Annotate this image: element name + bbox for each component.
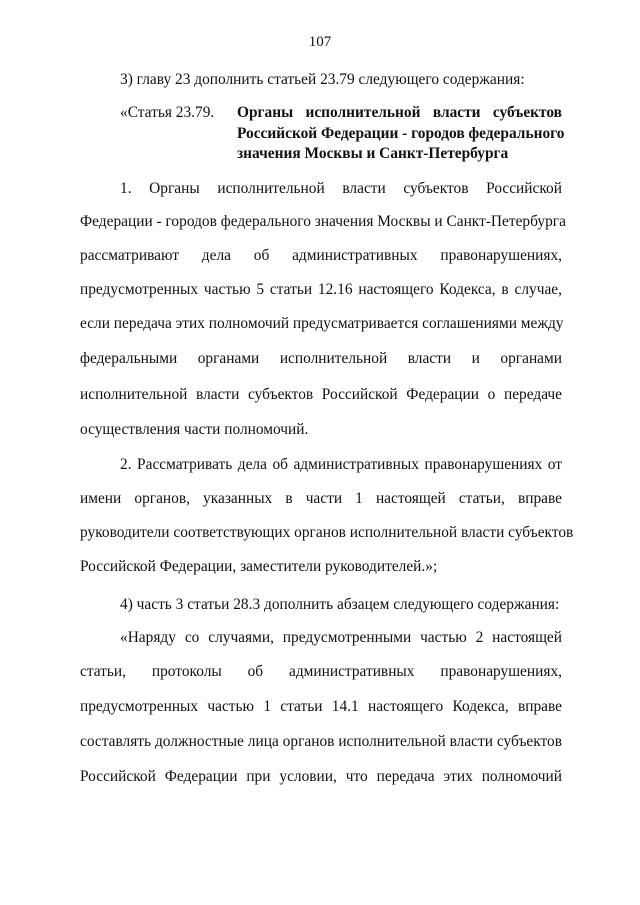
paragraph-line: руководители соответствующих органов исполнительной власти субъектов [80, 524, 574, 541]
paragraph-line: Российской Федерации при условии, что передача этих полномочий [80, 768, 562, 785]
paragraph-line: исполнительной власти субъектов Российской Федерации о передаче [80, 386, 562, 403]
paragraph-line: 1. Органы исполнительной власти субъектов Российской [120, 180, 562, 197]
paragraph-line: Федерации - городов федерального значения Москвы и Санкт-Петербурга [80, 213, 566, 230]
paragraph-line: предусмотренных частью 1 статьи 14.1 настоящего Кодекса, вправе [80, 698, 562, 715]
paragraph-line: составлять должностные лица органов исполнительной власти субъектов [80, 733, 562, 750]
paragraph-line: Российской Федерации, заместители руководителей.»; [80, 558, 438, 575]
paragraph-line: 4) часть 3 статьи 28.3 дополнить абзацем следующего содержания: [120, 596, 560, 613]
article-title-line: Российской Федерации - городов федерального [237, 125, 565, 142]
paragraph-line: если передача этих полномочий предусматривается соглашениями между [80, 315, 564, 332]
paragraph-line: 2. Рассматривать дела об административных правонарушениях от [120, 456, 562, 473]
paragraph-line: осуществления части полномочий. [80, 421, 309, 438]
article-title-line: значения Москвы и Санкт-Петербурга [237, 145, 509, 162]
page-number: 107 [308, 34, 332, 50]
paragraph-line: имени органов, указанных в части 1 настоящей статьи, вправе [80, 490, 562, 507]
article-label: «Статья 23.79. [120, 104, 215, 121]
paragraph-line: 3) главу 23 дополнить статьей 23.79 следующего содержания: [120, 71, 525, 88]
article-title-line: Органы исполнительной власти субъектов [237, 104, 562, 121]
paragraph-line: предусмотренных частью 5 статьи 12.16 настоящего Кодекса, в случае, [80, 281, 562, 298]
paragraph-line: «Наряду со случаями, предусмотренными частью 2 настоящей [120, 629, 562, 646]
paragraph-line: рассматривают дела об административных правонарушениях, [80, 247, 562, 264]
paragraph-line: федеральными органами исполнительной власти и органами [80, 350, 562, 367]
paragraph-line: статьи, протоколы об административных правонарушениях, [80, 663, 562, 680]
